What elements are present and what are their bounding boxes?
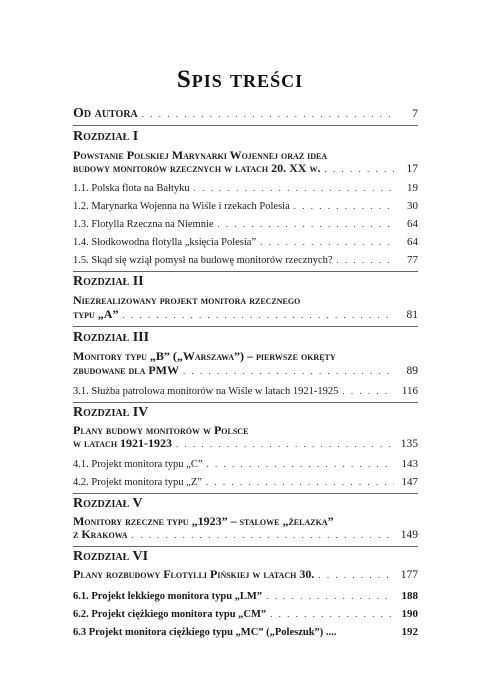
toc-entry-section[interactable] [73,254,418,266]
toc-entry-foreword[interactable] [73,106,418,122]
chapter-title-line: w latach 1921-1923 [73,436,173,450]
toc-label: 4.2. Projekt monitora typu „Z” [73,477,202,488]
dot-leader [132,530,394,540]
chapter-heading: Rozdział V [73,496,143,511]
chapter-title-line: budowy monitorów rzecznych w latach 20. XX w. [73,161,321,175]
toc-label: 1.2. Marynarka Wojenna na Wiśle i rzekach Polesia [73,201,290,212]
toc-entry-chapter[interactable] [73,527,418,542]
dot-leader [176,439,394,449]
dot-leader [337,255,394,265]
toc-page-number: 149 [400,529,418,541]
toc-entry-section[interactable] [73,236,418,248]
dot-leader [294,201,394,211]
toc-entry-section[interactable] [73,608,418,620]
toc-entry-section[interactable] [73,218,418,230]
toc-page-number: 135 [400,438,418,450]
toc-label: 1.1. Polska flota na Bałtyku [73,183,190,194]
toc-page-number: 147 [401,476,418,488]
chapter-title-line: typu „A” [73,307,119,321]
dot-leader [342,386,394,396]
chapter-title-line: Powstanie Polskiej Marynarki Wojennej oraz idea [73,148,328,162]
toc-label: 1.4. Słodkowodna flotylla „księcia Polesia” [73,237,257,248]
toc-label: 4.1. Projekt monitora typu „C” [73,459,203,470]
toc-page-number: 77 [407,254,418,266]
toc-page-number: 19 [407,182,418,194]
chapter-title-line: Monitory typu „B” („Warszawa”) – pierwsze okręty [73,349,336,363]
toc-label: Od autora [73,106,138,121]
toc-page-number: 143 [401,458,418,470]
chapter-heading: Rozdział III [73,330,150,345]
toc-page-number: 7 [412,106,418,120]
dot-leader [324,164,394,174]
chapter-heading: Rozdział I [73,129,139,144]
toc-page-number: 190 [401,608,418,620]
separator-line [73,402,418,403]
toc-label: 1.5. Skąd się wziął pomysł na budowę monitorów rzecznych? [73,255,333,266]
chapter-heading: Rozdział IV [73,405,149,420]
chapter-title-line: zbudowane dla PMW [73,363,179,377]
dot-leader [266,591,394,601]
toc-entry-section[interactable] [73,476,418,488]
toc-entry-chapter[interactable] [73,161,418,176]
separator-line [73,546,418,547]
toc-page-number: 81 [406,309,418,321]
toc-label: 6.1. Projekt lekkiego monitora typu „LM” [73,591,263,602]
chapter-title-line: Monitory rzeczne typu „1923” – stalowe „żelazka” [73,514,334,528]
dot-leader [183,366,394,376]
toc-page-number: 64 [407,236,418,248]
toc-label: 1.3. Flotylla Rzeczna na Niemnie [73,219,214,230]
page-title: Spis treści [176,66,304,93]
separator-line [73,326,418,327]
toc-entry-section[interactable] [73,200,418,212]
toc-entry-section[interactable] [73,385,418,397]
toc-entry-chapter[interactable] [73,567,418,582]
chapter-title-line: Plany budowy monitorów w Polsce [73,423,249,437]
toc-page-number: 64 [407,218,418,230]
chapter-title-line: z Krakowa [73,527,128,541]
toc-page-number: 192 [401,626,418,638]
chapter-heading: Rozdział II [73,274,144,289]
dot-leader [142,109,394,119]
toc-entry-section[interactable] [73,182,418,194]
toc-entry-section[interactable] [73,626,418,638]
toc-page-number: 89 [406,365,418,377]
toc-page-number: 177 [400,569,418,581]
chapter-title-line: Plany rozbudowy Flotylli Pińskiej w latach 30. [73,567,315,581]
toc-label: 6.3 Projekt monitora ciężkiego typu „MC” („Poleszuk”) .... [73,627,337,638]
toc-page-number: 188 [401,590,418,602]
dot-leader [206,477,394,487]
dot-leader [260,237,394,247]
toc-entry-chapter[interactable] [73,436,418,451]
toc-label: 3.1. Służba patrolowa monitorów na Wiśle w latach 1921-1925 [73,386,339,397]
toc-page-number: 17 [406,163,418,175]
chapter-title-line: Niezrealizowany projekt monitora rzecznego [73,293,301,307]
separator-line [73,271,418,272]
toc-page-number: 116 [401,385,418,397]
toc-entry-chapter[interactable] [73,363,418,378]
dot-leader [270,609,394,619]
dot-leader [122,310,394,320]
dot-leader [206,459,394,469]
toc-entry-section[interactable] [73,458,418,470]
dot-leader [194,183,394,193]
separator-line [73,125,418,126]
dot-leader [318,570,394,580]
dot-leader [218,219,394,229]
separator-line [73,493,418,494]
toc-page-number: 30 [407,200,418,212]
chapter-heading: Rozdział VI [73,549,149,564]
toc-entry-chapter[interactable] [73,307,418,322]
toc-label: 6.2. Projekt ciężkiego monitora typu „CM” [73,609,267,620]
toc-entry-section[interactable] [73,590,418,602]
